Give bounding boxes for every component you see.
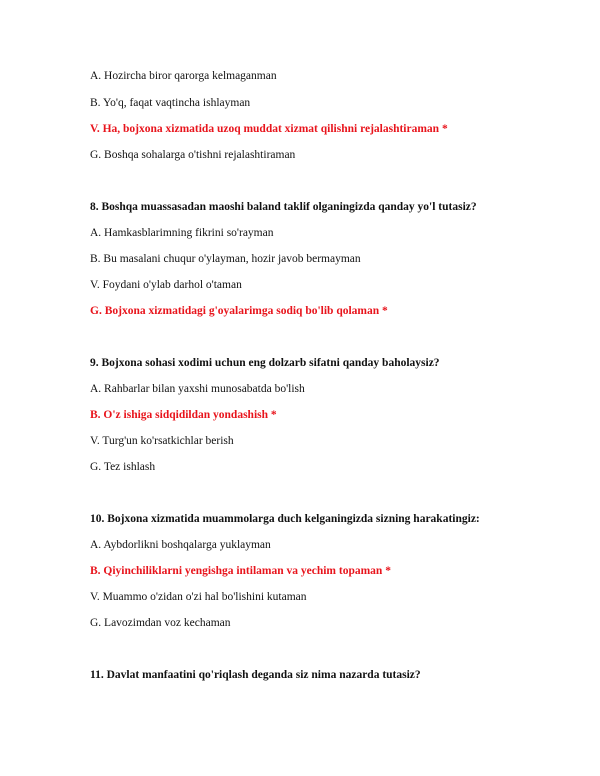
option-a: A. Hamkasblarimning fikrini so'rayman [90,227,274,239]
option-a: A. Rahbarlar bilan yaxshi munosabatda bo'lish [90,383,305,395]
option-v: V. Muammo o'zidan o'zi hal bo'lishini kutaman [90,591,307,603]
question-8: 8. Boshqa muassasadan maoshi baland taklif olganingizda qanday yo'l tutasiz? [90,201,477,213]
option-b: B. Yo'q, faqat vaqtincha ishlayman [90,97,251,109]
question-11: 11. Davlat manfaatini qo'riqlash deganda siz nima nazarda tutasiz? [90,669,421,681]
option-g: G. Tez ishlash [90,461,156,473]
question-9: 9. Bojxona sohasi xodimi uchun eng dolzarb sifatni qanday baholaysiz? [90,357,440,369]
option-v: V. Foydani o'ylab darhol o'taman [90,279,242,291]
question-10: 10. Bojxona xizmatida muammolarga duch kelganingizda sizning harakatingiz: [90,513,480,525]
option-a: A. Aybdorlikni boshqalarga yuklayman [90,539,271,551]
option-v: V. Turg'un ko'rsatkichlar berish [90,435,234,447]
option-b-correct: B. O'z ishiga sidqidildan yondashish * [90,409,277,421]
option-a: A. Hozircha biror qarorga kelmaganman [90,70,277,82]
option-b: B. Bu masalani chuqur o'ylayman, hozir javob bermayman [90,253,361,265]
option-g: G. Lavozimdan voz kechaman [90,617,231,629]
option-g: G. Boshqa sohalarga o'tishni rejalashtiraman [90,149,296,161]
option-b-correct: B. Qiyinchiliklarni yengishga intilaman va yechim topaman * [90,565,391,577]
option-v-correct: V. Ha, bojxona xizmatida uzoq muddat xizmat qilishni rejalashtiraman * [90,123,448,135]
option-g-correct: G. Bojxona xizmatidagi g'oyalarimga sodiq bo'lib qolaman * [90,305,388,317]
